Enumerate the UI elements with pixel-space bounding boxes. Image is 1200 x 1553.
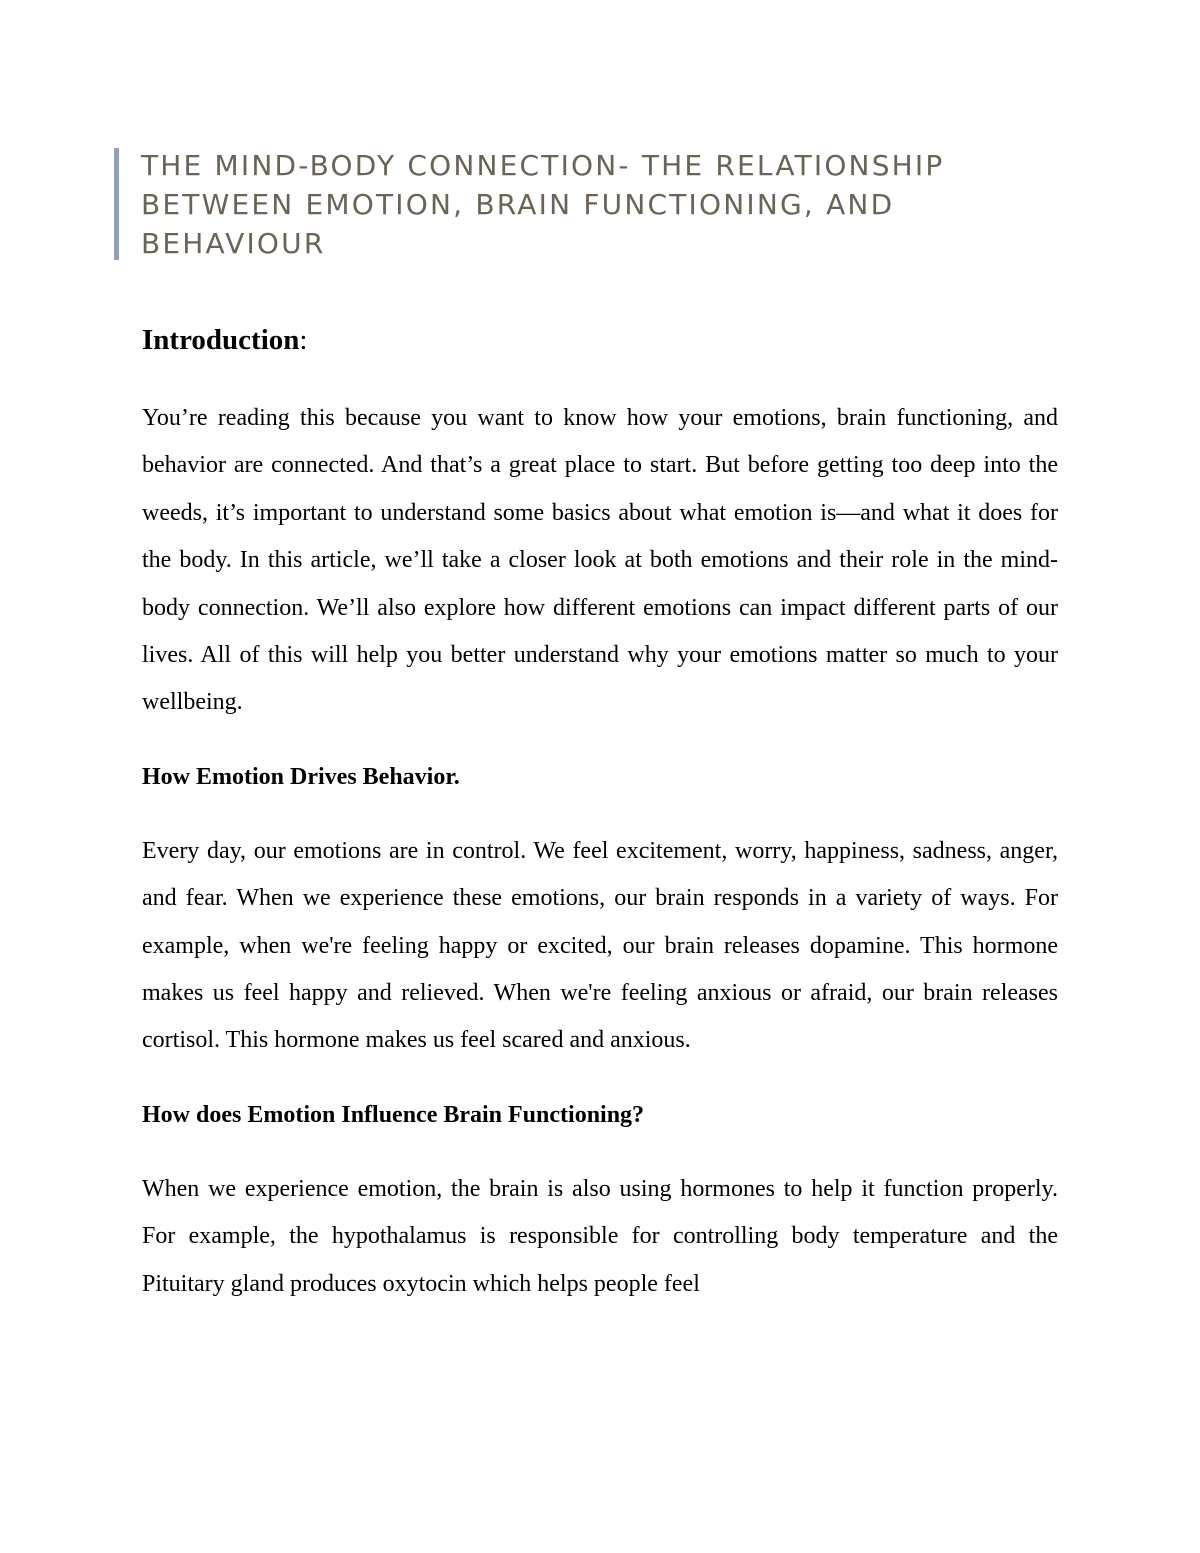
brain-section-heading: How does Emotion Influence Brain Functioning? <box>142 1101 645 1128</box>
title-block <box>114 148 1014 260</box>
behavior-section-heading: How Emotion Drives Behavior. <box>142 763 460 790</box>
introduction-heading-colon: : <box>299 324 308 356</box>
document-title: THE MIND-BODY CONNECTION- THE RELATIONSHIP BETWEEN EMOTION, BRAIN FUNCTIONING, AND BEHAVIOUR <box>141 149 945 260</box>
introduction-heading-text: Introduction <box>142 324 300 356</box>
introduction-paragraph: You’re reading this because you want to know how your emotions, brain functioning, and behavior are connected. And that’s a great place to start. But before getting too deep into the weeds, it’s important to understand some basics about what emotion is—and what it does for the body. In this article, we’ll take a closer look at both emotions and their role in the mind-body connection. We’ll also explore how different emotions can impact different parts of our lives. All of this will help you better understand why your emotions matter so much to your wellbeing. <box>142 405 1058 716</box>
document-body <box>142 318 1058 1308</box>
behavior-section-paragraph: Every day, our emotions are in control. We feel excitement, worry, happiness, sadness, anger, and fear. When we experience these emotions, our brain responds in a variety of ways. For example, when we're feeling happy or excited, our brain releases dopamine. This hormone makes us feel happy and relieved. When we're feeling anxious or afraid, our brain releases cortisol. This hormone makes us feel scared and anxious. <box>142 837 1058 1054</box>
brain-section-paragraph: When we experience emotion, the brain is also using hormones to help it function properly. For example, the hypothalamus is responsible for controlling body temperature and the Pituitary gland produces oxytocin which helps people feel <box>142 1175 1058 1297</box>
introduction-heading <box>142 318 1058 362</box>
